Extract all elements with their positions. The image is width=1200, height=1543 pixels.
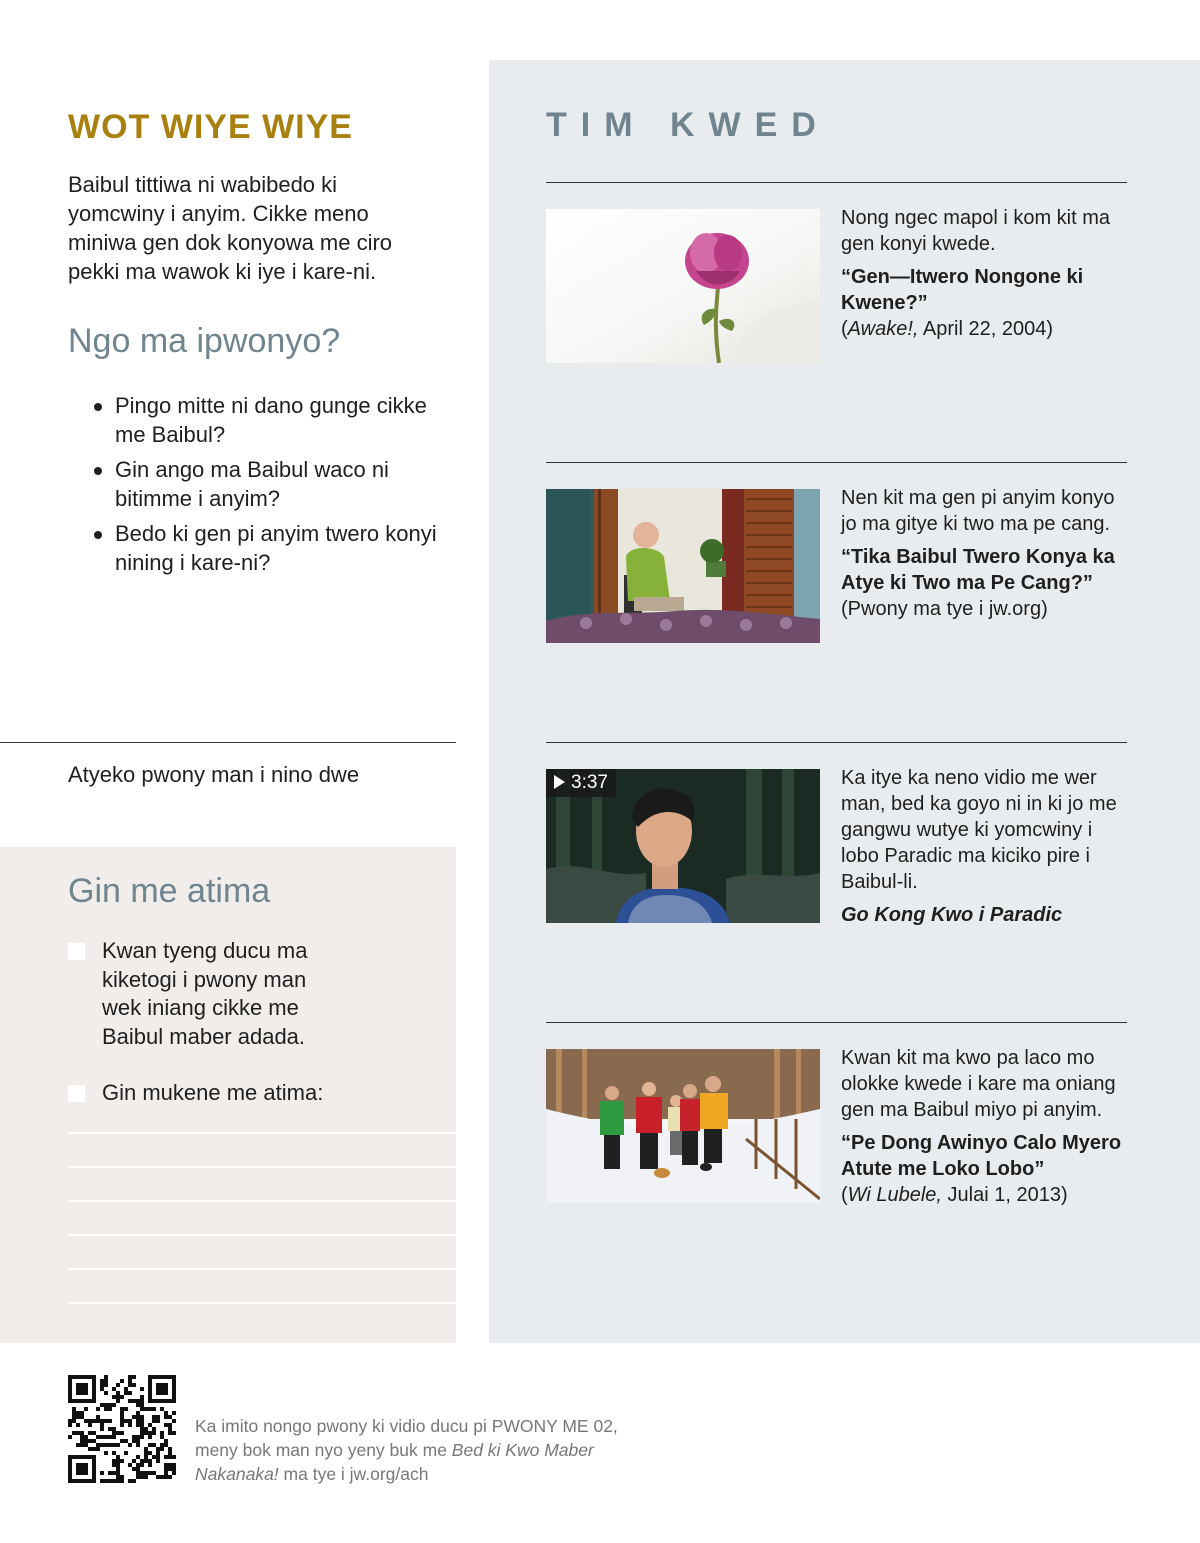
goal-item bbox=[68, 1079, 368, 1108]
footer-text bbox=[195, 1414, 665, 1486]
explore-item-description: Nen kit ma gen pi anyim konyo jo ma gitye ki two ma pe cang. bbox=[841, 487, 1115, 535]
explore-item-source-title[interactable]: “Gen—Itwero Nongone ki Kwene?” bbox=[841, 266, 1084, 314]
video-thumbnail[interactable] bbox=[546, 769, 820, 923]
family-snow-photo-icon[interactable] bbox=[546, 1049, 820, 1203]
flower-photo-icon[interactable] bbox=[546, 209, 820, 363]
explore-item-source-title[interactable]: “Tika Baibul Twero Konya ka Atye ki Two ma Pe Cang?” bbox=[841, 546, 1115, 594]
goal-item-label: Gin mukene me atima: bbox=[102, 1080, 324, 1105]
checkbox[interactable] bbox=[68, 943, 85, 960]
bullet-icon bbox=[94, 467, 102, 475]
write-line[interactable] bbox=[68, 1132, 456, 1134]
divider bbox=[546, 182, 1127, 183]
qr-code-icon[interactable] bbox=[68, 1375, 176, 1483]
explore-item-description: Kwan kit ma kwo pa laco mo olokke kwede i kare ma oniang gen ma Baibul miyo pi anyim. bbox=[841, 1047, 1116, 1121]
explore-item bbox=[841, 205, 1131, 342]
explore-item bbox=[841, 1045, 1131, 1208]
write-line[interactable] bbox=[68, 1234, 456, 1236]
man-window-photo-icon[interactable] bbox=[546, 489, 820, 643]
explore-item bbox=[841, 485, 1131, 622]
review-question: Gin ango ma Baibul waco ni bitimme i anyim? bbox=[94, 456, 456, 513]
divider bbox=[0, 742, 456, 743]
goal-item-label: Kwan tyeng ducu ma kiketogi i pwony man wek iniang cikke me Baibul maber adada. bbox=[102, 938, 308, 1049]
explore-item-description: Nong ngec mapol i kom kit ma gen konyi kwede. bbox=[841, 207, 1111, 255]
review-question: Pingo mitte ni dano gunge cikke me Baibul? bbox=[94, 392, 456, 449]
explore-title: TIM KWED bbox=[546, 106, 830, 144]
bullet-icon bbox=[94, 403, 102, 411]
footer-line: Ka imito nongo pwony ki vidio ducu pi PWONY ME 02, bbox=[195, 1416, 618, 1436]
explore-item bbox=[841, 765, 1131, 928]
explore-item-source-title[interactable]: “Pe Dong Awinyo Calo Myero Atute me Loko Lobo” bbox=[841, 1132, 1122, 1180]
divider bbox=[546, 1022, 1127, 1023]
bullet-icon bbox=[94, 531, 102, 539]
summary-title: WOT WIYE WIYE bbox=[68, 108, 353, 146]
review-title: Ngo ma ipwonyo? bbox=[68, 322, 341, 360]
footer-line: Nakanaka! ma tye i jw.org/ach bbox=[195, 1464, 429, 1484]
review-list bbox=[94, 392, 456, 584]
video-duration-badge: 3:37 bbox=[546, 769, 616, 797]
checkbox[interactable] bbox=[68, 1085, 85, 1102]
write-line[interactable] bbox=[68, 1302, 456, 1304]
summary-text: Baibul tittiwa ni wabibedo ki yomcwiny i anyim. Cikke meno miniwa gen dok konyowa me ciro pekki ma wawok ki iye i kare-ni. bbox=[68, 172, 393, 284]
play-icon bbox=[554, 775, 565, 789]
completion-date-label[interactable]: Atyeko pwony man i nino dwe bbox=[68, 762, 360, 787]
explore-item-description: Ka itye ka neno vidio me wer man, bed ka goyo ni in ki jo me gangwu wutye ki yomcwiny i lobo Paradic ma kiciko pire i Baibul-li. bbox=[841, 767, 1117, 893]
footer-line: meny bok man nyo yeny buk me Bed ki Kwo Maber bbox=[195, 1440, 594, 1460]
explore-item-source-note: (Pwony ma tye i jw.org) bbox=[841, 598, 1048, 620]
explore-item-source-note: (Wi Lubele, Julai 1, 2013) bbox=[841, 1184, 1068, 1206]
write-line[interactable] bbox=[68, 1200, 456, 1202]
review-question: Bedo ki gen pi anyim twero konyi nining i kare-ni? bbox=[94, 520, 456, 577]
goal-title: Gin me atima bbox=[68, 872, 271, 910]
goal-item bbox=[68, 937, 368, 1051]
divider bbox=[546, 742, 1127, 743]
divider bbox=[546, 462, 1127, 463]
explore-item-source-title[interactable]: Go Kong Kwo i Paradic bbox=[841, 904, 1063, 926]
write-line[interactable] bbox=[68, 1268, 456, 1270]
write-line[interactable] bbox=[68, 1166, 456, 1168]
explore-item-source-note: (Awake!, April 22, 2004) bbox=[841, 318, 1053, 340]
